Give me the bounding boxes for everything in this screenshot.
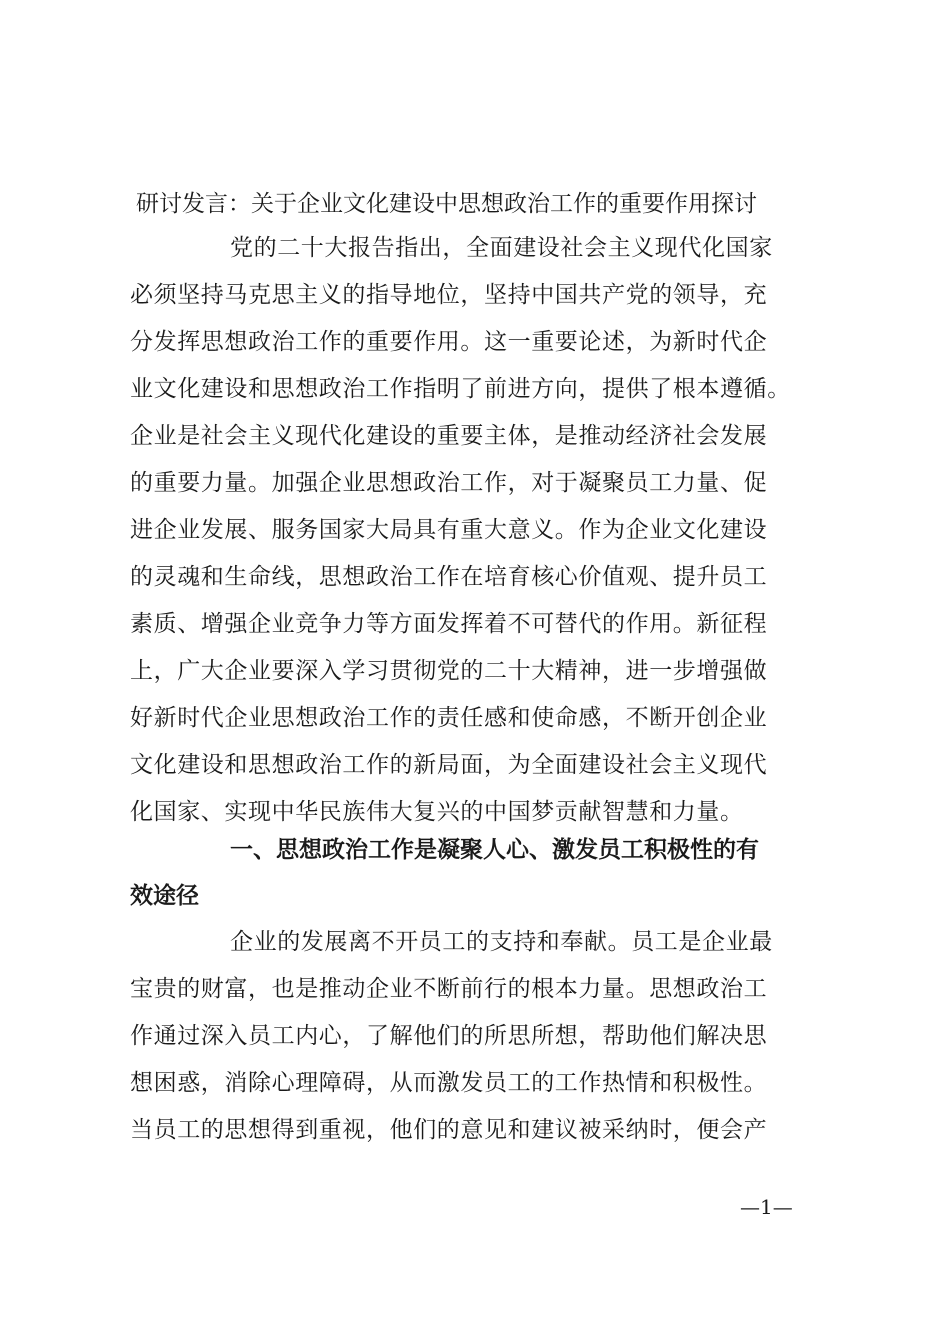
intro-line: 进企业发展、服务国家大局具有重大意义。作为企业文化建设 bbox=[130, 517, 768, 543]
intro-line: 企业是社会主义现代化建设的重要主体，是推动经济社会发展 bbox=[130, 423, 768, 449]
intro-line: 文化建设和思想政治工作的新局面，为全面建设社会主义现代 bbox=[130, 752, 768, 778]
document-title: 研讨发言：关于企业文化建设中思想政治工作的重要作用探讨 bbox=[136, 191, 757, 217]
section-heading: 效途径 bbox=[130, 883, 199, 909]
intro-line: 的灵魂和生命线，思想政治工作在培育核心价值观、提升员工 bbox=[130, 564, 768, 590]
section-line: 想困惑，消除心理障碍，从而激发员工的工作热情和积极性。 bbox=[130, 1070, 768, 1096]
intro-line: 素质、增强企业竞争力等方面发挥着不可替代的作用。新征程 bbox=[130, 611, 768, 637]
intro-line: 分发挥思想政治工作的重要作用。这一重要论述，为新时代企 bbox=[130, 329, 768, 355]
page-number: —1— bbox=[740, 1195, 793, 1219]
section-line: 作通过深入员工内心，了解他们的所思所想，帮助他们解决思 bbox=[130, 1023, 768, 1049]
intro-line: 的重要力量。加强企业思想政治工作，对于凝聚员工力量、促 bbox=[130, 470, 768, 496]
section-line: 当员工的思想得到重视，他们的意见和建议被采纳时，便会产 bbox=[130, 1117, 768, 1143]
intro-line: 业文化建设和思想政治工作指明了前进方向，提供了根本遵循。 bbox=[130, 376, 791, 402]
section-heading: 一、思想政治工作是凝聚人心、激发员工积极性的有 bbox=[230, 837, 759, 863]
intro-line: 化国家、实现中华民族伟大复兴的中国梦贡献智慧和力量。 bbox=[130, 799, 744, 825]
section-line: 企业的发展离不开员工的支持和奉献。员工是企业最 bbox=[230, 929, 773, 955]
intro-line: 上，广大企业要深入学习贯彻党的二十大精神，进一步增强做 bbox=[130, 658, 768, 684]
intro-line: 党的二十大报告指出，全面建设社会主义现代化国家 bbox=[230, 235, 773, 261]
section-line: 宝贵的财富，也是推动企业不断前行的根本力量。思想政治工 bbox=[130, 976, 768, 1002]
intro-line: 好新时代企业思想政治工作的责任感和使命感，不断开创企业 bbox=[130, 705, 768, 731]
intro-line: 必须坚持马克思主义的指导地位，坚持中国共产党的领导，充 bbox=[130, 282, 768, 308]
